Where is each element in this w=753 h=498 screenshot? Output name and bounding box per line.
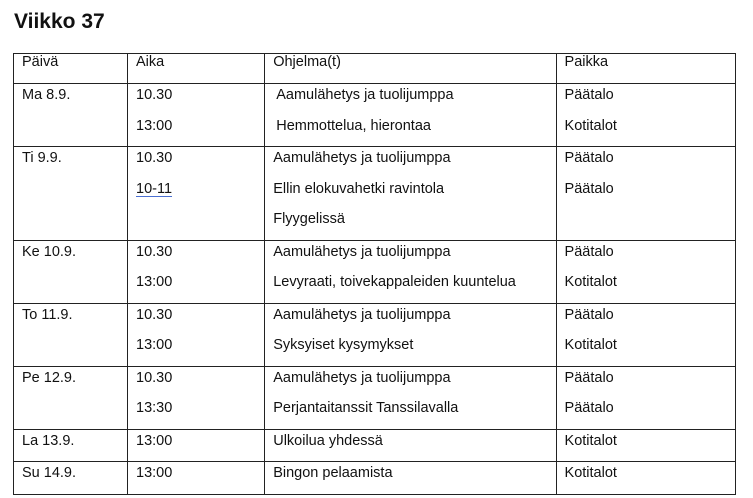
place-value: Kotitalot [564, 274, 617, 290]
time-cell [128, 429, 265, 462]
header-place: Paikka [556, 54, 735, 84]
place-cell [556, 303, 735, 366]
day-label: Ti 9.9. [22, 150, 62, 166]
place-value: Päätalo [564, 400, 614, 416]
program-cell [265, 84, 556, 147]
time-cell [128, 84, 265, 147]
table-row [14, 366, 736, 429]
header-program: Ohjelma(t) [265, 54, 556, 84]
table-row [14, 147, 736, 241]
day-cell [14, 84, 128, 147]
place-value: Kotitalot [564, 117, 617, 134]
place-cell [556, 240, 735, 303]
time-cell [128, 366, 265, 429]
place-value: Päätalo [564, 150, 614, 166]
time-cell [128, 303, 265, 366]
time-value: 13:00 [136, 432, 173, 449]
header-time: Aika [128, 54, 265, 84]
program-item: Aamulähetys ja tuolijumppa [273, 150, 451, 166]
program-item: Aamulähetys ja tuolijumppa [273, 243, 451, 260]
time-value: 13:00 [136, 117, 173, 134]
day-cell [14, 240, 128, 303]
program-item: Ellin elokuvahetki ravintola [273, 180, 445, 197]
place-value: Kotitalot [564, 432, 617, 449]
day-cell [14, 366, 128, 429]
day-label: Su 14.9. [22, 465, 77, 481]
day-label: La 13.9. [22, 432, 75, 449]
place-value: Päätalo [564, 243, 614, 260]
time-value: 13:00 [136, 337, 173, 353]
program-cell [265, 462, 556, 495]
place-value: Päätalo [564, 87, 614, 103]
time-value: 10.30 [136, 150, 173, 166]
place-cell [556, 429, 735, 462]
program-cell [265, 366, 556, 429]
table-header-row [14, 54, 736, 84]
time-cell [128, 240, 265, 303]
program-item: Aamulähetys ja tuolijumppa [273, 369, 451, 386]
table-row [14, 429, 736, 462]
program-cell [265, 240, 556, 303]
page-title: Viikko 37 [14, 10, 105, 33]
program-cell [265, 147, 556, 241]
table-row [14, 303, 736, 366]
day-cell [14, 147, 128, 241]
day-cell [14, 429, 128, 462]
program-item: Ulkoilua yhdessä [273, 432, 383, 449]
time-value-wrapper [136, 179, 264, 210]
program-cell [265, 429, 556, 462]
time-value: 10.30 [136, 369, 173, 386]
program-item: Hemmottelua, hierontaa [276, 117, 431, 134]
program-item: Flyygelissä [273, 211, 345, 227]
table-row [14, 462, 736, 495]
table-row [14, 240, 736, 303]
table-row [14, 84, 736, 147]
program-item: Syksyiset kysymykset [273, 337, 414, 353]
day-label: To 11.9. [22, 306, 73, 323]
time-value: 10.30 [136, 87, 173, 103]
day-label: Pe 12.9. [22, 369, 77, 386]
time-value: 13:00 [136, 465, 173, 481]
place-value: Päätalo [564, 306, 614, 323]
time-value: 10.30 [136, 306, 173, 323]
time-cell [128, 462, 265, 495]
time-value: 10.30 [136, 243, 173, 260]
program-cell [265, 303, 556, 366]
program-item: Bingon pelaamista [273, 465, 393, 481]
time-value: 13:30 [136, 400, 173, 416]
place-value: Päätalo [564, 180, 614, 197]
time-value: 10-11 [136, 180, 173, 197]
program-item: Aamulähetys ja tuolijumppa [276, 87, 454, 103]
day-label: Ke 10.9. [22, 243, 77, 260]
day-label: Ma 8.9. [22, 87, 71, 103]
program-item: Levyraati, toivekappaleiden kuuntelua [273, 274, 516, 290]
place-cell [556, 84, 735, 147]
program-item: Aamulähetys ja tuolijumppa [273, 306, 451, 323]
time-value: 13:00 [136, 274, 173, 290]
place-cell [556, 147, 735, 241]
header-day: Päivä [14, 54, 128, 84]
place-value: Kotitalot [564, 465, 617, 481]
day-cell [14, 303, 128, 366]
day-cell [14, 462, 128, 495]
schedule-table [13, 53, 736, 495]
program-item: Perjantaitanssit Tanssilavalla [273, 400, 459, 416]
place-cell [556, 462, 735, 495]
time-cell [128, 147, 265, 241]
place-value: Kotitalot [564, 337, 617, 353]
place-cell [556, 366, 735, 429]
place-value: Päätalo [564, 369, 614, 386]
